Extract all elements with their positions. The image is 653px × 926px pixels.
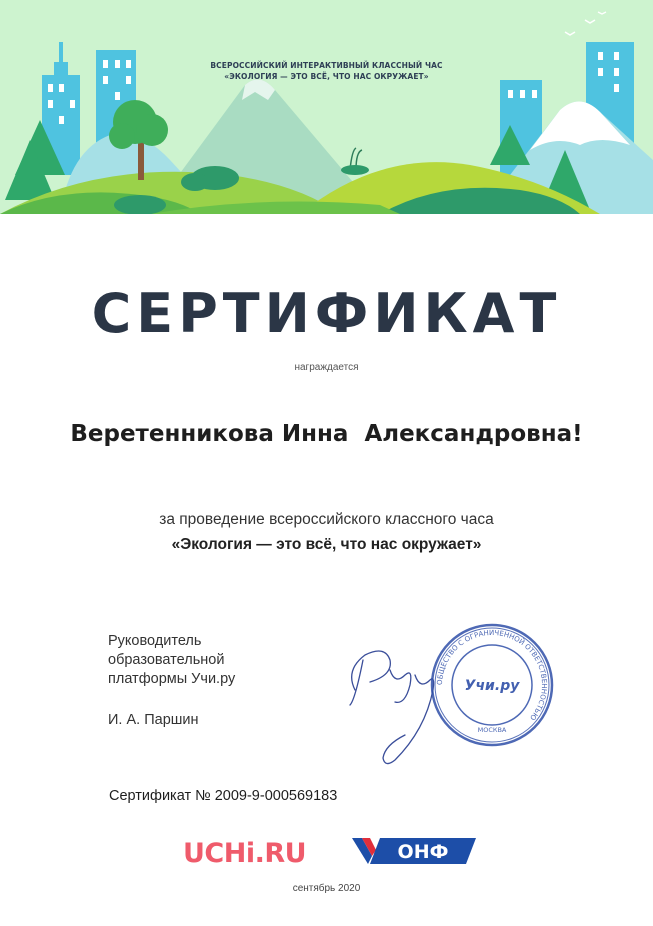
awarded-label: награждается [294,362,359,373]
certificate-title: СЕРТИФИКАТ [91,282,562,345]
onf-logo-text: ОНФ [397,841,449,863]
reason-text: за проведение всероссийского классного часа [159,511,494,528]
signatory-role-line: Руководитель [108,633,202,649]
signatory-role-line: образовательной [108,652,225,668]
company-stamp [427,620,557,750]
uchi-logo: UCHi.RU [183,838,307,869]
recipient-name: Веретенникова Инна Александровна! [70,421,583,447]
stamp-center-text: Учи.ру [464,678,520,694]
banner-title [0,60,653,82]
banner-title-line1: ВСЕРОССИЙСКИЙ ИНТЕРАКТИВНЫЙ КЛАССНЫЙ ЧАС [210,61,443,70]
stamp-ring-text: ОБЩЕСТВО С ОГРАНИЧЕННОЙ ОТВЕТСТВЕННОСТЬЮ [435,628,549,722]
banner-title-line2: «ЭКОЛОГИЯ — ЭТО ВСЁ, ЧТО НАС ОКРУЖАЕТ» [224,72,429,81]
onf-logo [350,834,480,868]
signatory-name: И. А. Паршин [108,712,199,728]
signatory-role [108,632,235,689]
stamp-city-text: МОСКВА [477,726,507,734]
certificate-number: Сертификат № 2009-9-000569183 [109,788,338,804]
signatory-role-line: платформы Учи.ру [108,671,236,687]
issue-date: сентябрь 2020 [292,883,361,894]
reason-topic: «Экология — это всё, что нас окружает» [171,536,482,553]
banner-illustration [0,0,653,214]
